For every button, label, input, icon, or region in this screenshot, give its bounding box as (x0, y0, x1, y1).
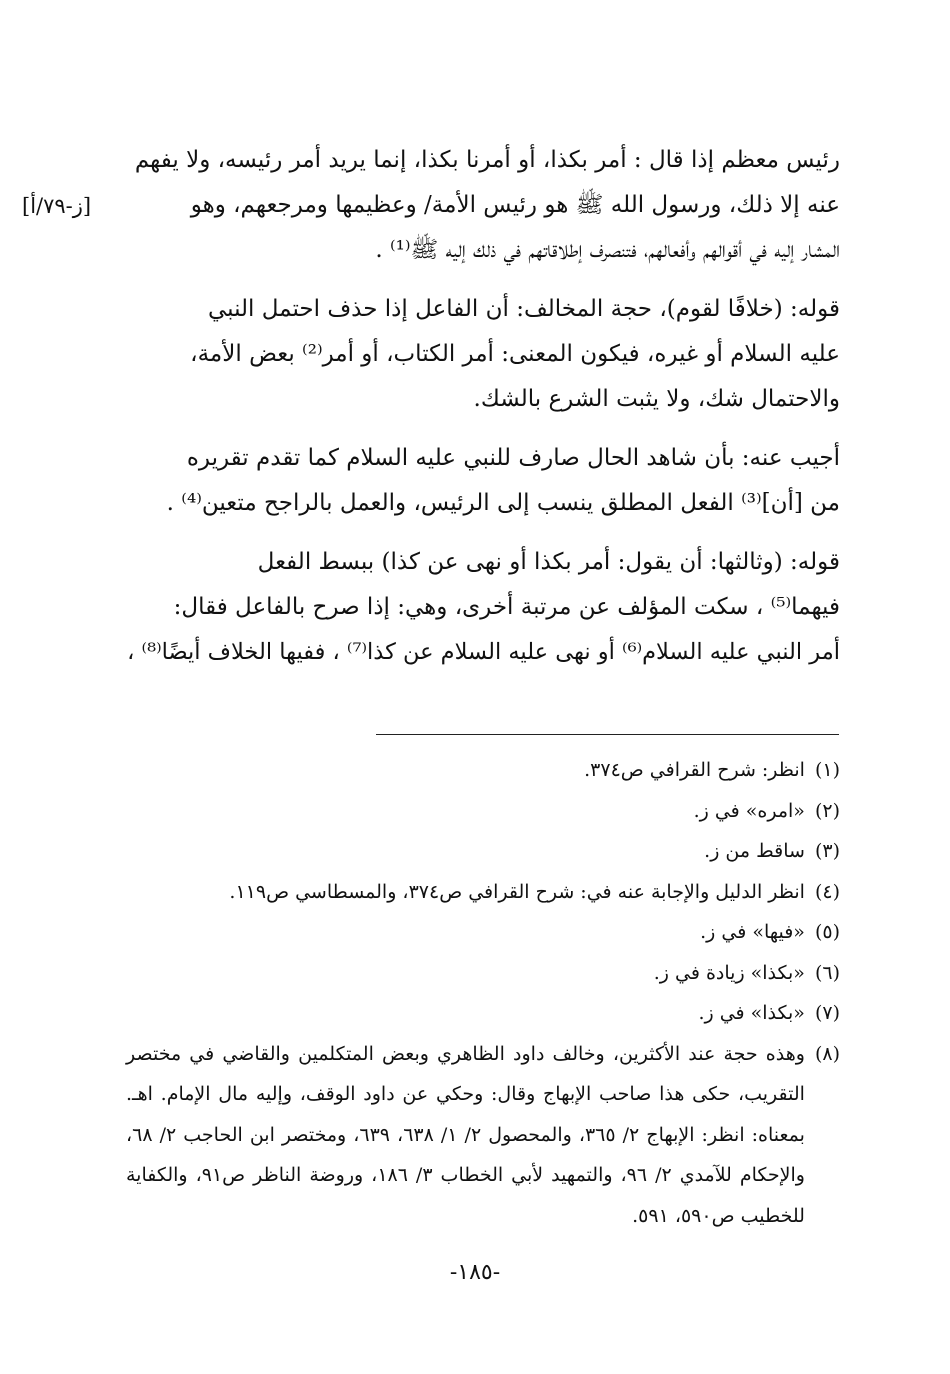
footnote-number: (٨) (814, 1042, 840, 1065)
text-line: فيهما⁽⁵⁾ ، سكت المؤلف عن مرتبة أخرى، وهي: إذا صرح بالفاعل فقال: (173, 594, 840, 620)
text-line: قوله: (خلافًا لقوم)، حجة المخالف: أن الفاعل إذا حذف احتمل النبي (208, 296, 840, 322)
text-line: والاحتمال شك، ولا يثبت الشرع بالشك. (473, 386, 840, 412)
footnote-5 (126, 912, 840, 953)
text-line: أجيب عنه: بأن شاهد الحال صارف للنبي عليه السلام كما تقدم تقريره (186, 445, 840, 471)
manuscript-folio-note: [ز-٧٩/أ] (22, 194, 92, 218)
page-number: -١٨٥- (449, 1260, 501, 1285)
text-line: قوله: (وثالثها: أن يقول: أمر بكذا أو نهى عن كذا) ببسط الفعل (257, 549, 840, 575)
footnote-6 (126, 953, 840, 994)
footnote-1 (126, 750, 840, 791)
footnote-number: (٢) (814, 799, 840, 822)
footnote-number: (٧) (814, 1002, 840, 1024)
main-text (122, 138, 840, 689)
footnote-text: ساقط من ز. (704, 840, 805, 862)
footnote-2 (126, 791, 840, 832)
paragraph-1 (122, 138, 840, 273)
text-line: رئيس معظم إذا قال : أمر بكذا، أو أمرنا بكذا، إنما يريد أمر رئيسه، ولا يفهم (134, 147, 840, 173)
text-line: من [أن]⁽³⁾ الفعل المطلق ينسب إلى الرئيس، والعمل بالراجح متعين⁽⁴⁾ . (166, 490, 840, 516)
footnote-text: «بكذا» في ز. (698, 1002, 805, 1024)
paragraph-2 (122, 287, 840, 422)
footnote-text: «فيها» في ز. (700, 921, 805, 943)
text-line: أمر النبي عليه السلام⁽⁶⁾ أو نهى عليه السلام عن كذا⁽⁷⁾ ، ففيها الخلاف أيضًا⁽⁸⁾ ، (127, 639, 840, 665)
footnote-number: (٣) (814, 840, 840, 862)
footnote-text: وهذه حجة عند الأكثرين، وخالف داود الظاهري وبعض المتكلمين والقاضي في مختصر التقريب، حكى هذا صاحب الإبهاج وقال: وحكي عن داود الوقف، وإليه مال الإمام. اهـ. بمعناه: انظر: الإبهاج ٢/ ٣٦٥، والمحصول ٢/ ١/ ٦٣٨، ٦٣٩، ومختصر ابن الحاجب ٢/ ٦٨، والإحكام للآمدي ٢/ ٩٦، والتمهيد لأبي الخطاب ٣/ ١٨٦، وروضة الناظر ص٩١، والكفاية للخطيب ص٥٩٠، ٥٩١. (126, 1042, 805, 1227)
footnote-number: (٦) (814, 961, 840, 984)
footnote-number: (١) (814, 759, 840, 781)
footnote-8 (126, 1034, 840, 1237)
footnote-number: (٤) (814, 880, 840, 903)
footnote-7 (126, 993, 840, 1034)
footnote-divider (376, 734, 839, 735)
footnote-number: (٥) (814, 921, 840, 943)
footnotes (126, 750, 840, 1236)
footnote-text: انظر الدليل والإجابة عنه في: شرح القرافي ص٣٧٤، والمسطاسي ص١١٩. (229, 880, 805, 903)
footnote-4 (126, 872, 840, 913)
text-line: عنه إلا ذلك، ورسول الله ﷺ هو رئيس الأمة/ وعظيمها ومرجعهم، وهو (190, 192, 840, 218)
paragraph-3 (122, 436, 840, 526)
footnote-text: «امره» في ز. (693, 799, 805, 822)
footnote-text: «بكذا» زيادة في ز. (653, 961, 805, 984)
text-line: المشار إليه في أقوالهم وأفعالهم، فتنصرف إطلاقاتهم في ذلك إليه ﷺ⁽¹⁾ . (375, 237, 840, 263)
text-line: عليه السلام أو غيره، فيكون المعنى: أمر الكتاب، أو أمر⁽²⁾ بعض الأمة، (190, 341, 840, 367)
paragraph-4 (122, 540, 840, 675)
footnote-3 (126, 831, 840, 872)
footnote-text: انظر: شرح القرافي ص٣٧٤. (584, 759, 805, 781)
